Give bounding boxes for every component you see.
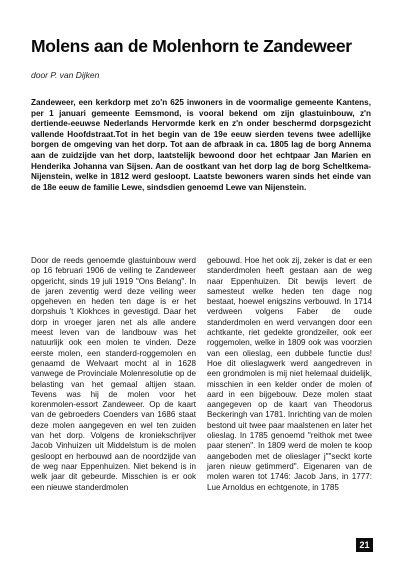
page-number: 21 <box>356 538 373 552</box>
article-column-left: Door de reeds genoemde glastuinbouw werd op 16 februari 1906 de veiling te Zandeweer opgericht, sinds 19 juli 1919 "Ons Belang". In de jaren zeventig werd deze veiling weer opgeheven en heden ten dage is er het dorpshuis 't Klokhces in gevestigd. Daar het dorp in vroeger jaren net als alle andere meest leven van de landbouw was het natuurlijk ook een molen te vinden. Deze eerste molen, een standerd-roggemolen en genaamd de Welvaart mocht al in 1628 vanwege de Provinciale Molenresolutie op de belasting van het gemaal altijen staan. Tevens was hij de molen voor het korenmolen-essort Zandeweer. Op de kaart van de gebroeders Coenders van 1686 staat deze molen aangegeven en wel ten zuiden van het dorp. Volgens de kroniekschrijver Jacob Vinhuizen uit Middelstum is de molen gesloopt en herbouwd aan de noordzijde van de weg naar Eppenhuizen. Niet bekend is in welk jaar dit gebeurde. Misschien is er ook een nieuwe standerdmolen <box>31 256 196 492</box>
article-byline: door P. van Dijken <box>31 70 100 80</box>
article-intro: Zandeweer, een kerkdorp met zo'n 625 inwoners in de voormalige gemeente Kantens, per 1 januari gemeente Eemsmond, is vooral bekend om zijn glastuinbouw, z'n dertiende-eeuwse Nederlands Hervormde kerk en z'n onder beschermd dorpsgezicht vallende Hoofdstraat.Tot in het begin van de 19e eeuw sierden tevens twee adellijke borgen de omgeving van het dorp. Tot aan de afbraak in ca. 1805 lag de borg Annema aan de zuidzijde van het dorp, laatstelijk bewoond door het echtpaar Jan Marien en Henderika Johanna van Sijsen. Aan de oostkant van het dorp lag de borg Scheltkema-Nijenstein, welke in 1812 werd gesloopt. Laatste bewoners waren sinds het einde van de 18e eeuw de familie Lewe, sindsdien genoemd Lewe van Nijenstein. <box>31 98 371 192</box>
article-column-right: gebouwd. Hoe het ook zij, zeker is dat er een standerdmolen heeft gestaan aan de weg naar Eppenhuizen. Dit bewijs levert de samesteut welke heden ten dage nog bestaat, hoewel enigszins verbouwd. In 1714 verdween volgens Faber de oude standerdmolen en werd vervangen door een achtkante, riet gedekte grondzeiler, ook eer roggemolen, welke in 1809 ook was voorzien van een olieslag, een dubbele functie dus! Hoe dit olieslagwerk werd aangedreven in een grondmolen is mij niet helemaal duidelijk, misschien in een kelder onder de molen of aard in een bijgebouw. Deze molen staat aangegeven op de kaart van Theodorus Beckeringh van 1781. Inrichting van de molen bestond uit twee paar maalstenen en later het olieslag. In 1785 genoemd "reithok met twee paar stenen". In 1809 werd de molen te koop aangeboden met de olieslager j""seckt korte jaren nieuw getimmerd". Eigenaren van de molen waren tot 1746: Jacob Jans, in 1777: Lue Arnoldus en echtgenote, in 1785 <box>207 256 372 492</box>
article-title: Molens aan de Molenhorn te Zandeweer <box>31 36 352 56</box>
